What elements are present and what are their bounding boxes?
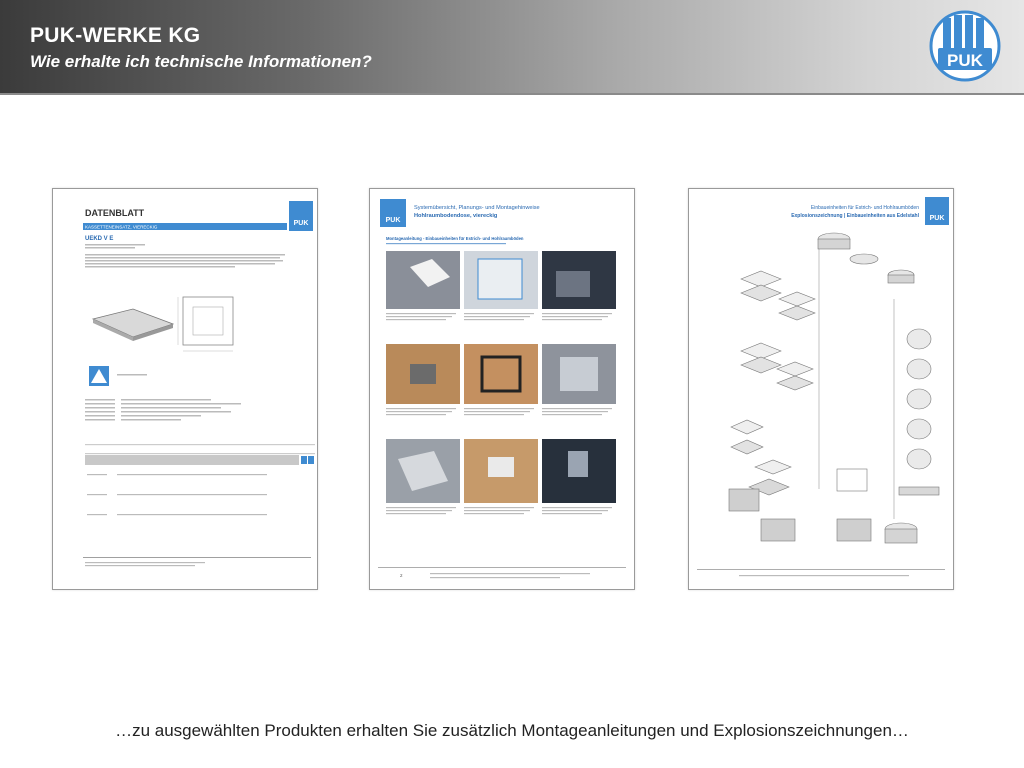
overview-thumbnail[interactable]: [369, 188, 635, 590]
photo-grid: [386, 251, 616, 503]
overview-title: Systemübersicht, Planungs- und Montagehinweise: [414, 205, 540, 211]
svg-text:PUK: PUK: [929, 215, 945, 222]
footer-caption: …zu ausgewählten Produkten erhalten Sie zusätzlich Montageanleitungen und Explosionszeichnungen…: [115, 721, 909, 740]
logo-text: PUK: [947, 51, 983, 70]
datasheet-page: [53, 189, 317, 589]
overview-logo: [380, 199, 406, 227]
datasheet-band: KASSETTENEINSATZ, VIERECKIG: [85, 224, 158, 230]
datasheet-title: DATENBLATT: [85, 208, 145, 218]
company-name: PUK-WERKE KG: [30, 24, 201, 47]
svg-text:PUK: PUK: [293, 220, 309, 227]
overview-page-number: 2: [400, 573, 403, 578]
overview-page: [370, 189, 634, 589]
explosion-title: Einbaueinheiten für Estrich- und Hohlraumböden: [810, 205, 919, 211]
explosion-subtitle: Explosionszeichnung | Einbaueinheiten aus Edelstahl: [791, 213, 919, 219]
explosion-page: [689, 189, 953, 589]
overview-section: Montageanleitung - Einbaueinheiten für Estrich- und Hohlraumböden: [386, 236, 524, 241]
datasheet-logo: [289, 201, 313, 231]
datasheet-product: UEKD V E: [85, 236, 114, 242]
datasheet-thumbnail[interactable]: [52, 188, 318, 590]
overview-subtitle: Hohlraumbodendose, viereckig: [414, 213, 498, 219]
header-bar: [0, 0, 1024, 95]
page-subtitle: Wie erhalte ich technische Informationen?: [30, 52, 372, 71]
explosion-drawing-thumbnail[interactable]: [688, 188, 954, 590]
puk-logo: [929, 10, 1001, 82]
svg-text:PUK: PUK: [385, 217, 401, 224]
explosion-logo: [925, 197, 949, 225]
